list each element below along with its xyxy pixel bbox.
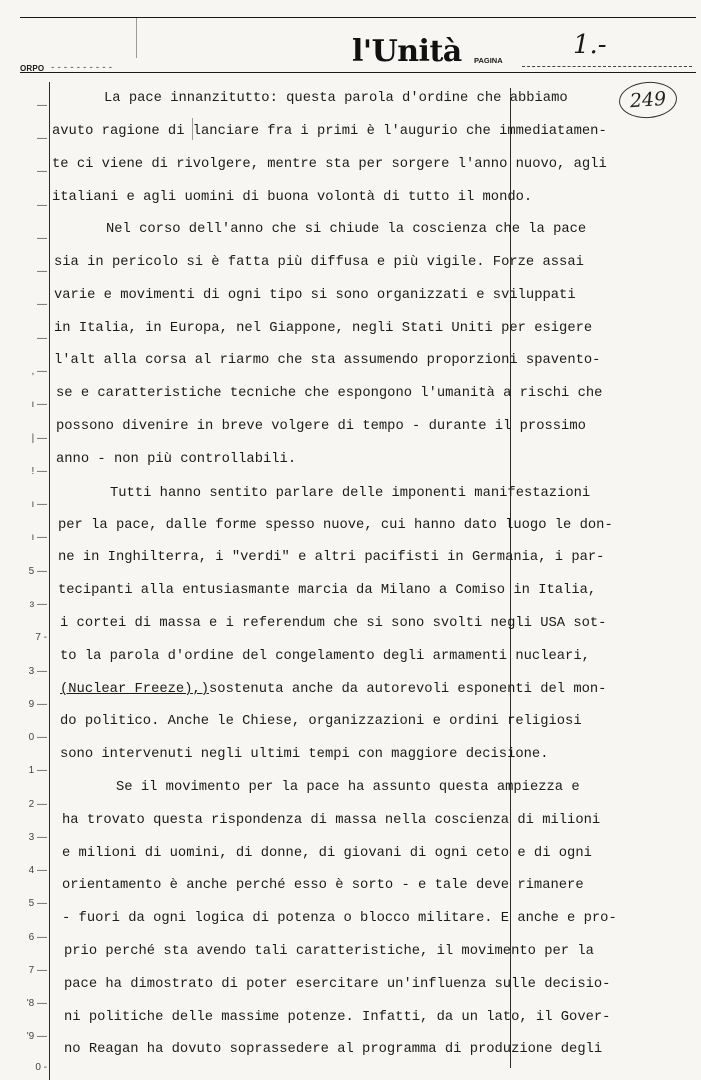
text-line: sono intervenuti negli ultimi tempi con maggiore decisione. [60, 747, 549, 762]
text-line: do politico. Anche le Chiese, organizzazioni e ordini religiosi [60, 714, 582, 729]
text-line: varie e movimenti di ogni tipo si sono organizzati e sviluppati [54, 288, 576, 303]
margin-tick: '8 — [26, 998, 47, 1009]
corpo-label: ORPO [20, 64, 45, 73]
margin-tick: '9 — [26, 1031, 47, 1042]
margin-tick: 0 — [28, 732, 47, 743]
margin-tick: — [37, 233, 47, 244]
margin-tick: — [37, 200, 47, 211]
margin-tick: — [37, 100, 47, 111]
text-line: pace ha dimostrato di poter esercitare un'influenza sulle decisio- [64, 977, 611, 992]
margin-tick: 0 - [35, 1062, 47, 1073]
left-margin-rule [49, 82, 50, 1080]
text-line: e milioni di uomini, di donne, di giovani di ogni ceto e di ogni [62, 846, 592, 861]
pagina-dotted-line [522, 54, 692, 67]
margin-tick: , — [31, 366, 47, 377]
text-line: per la pace, dalle forme spesso nuove, cui hanno dato luogo le don- [58, 518, 613, 533]
margin-tick: ı — [31, 499, 47, 510]
text-line: prio perché sta avendo tali caratteristiche, il movimento per la [64, 944, 594, 959]
text-line: Se il movimento per la pace ha assunto questa ampiezza e [116, 780, 580, 795]
newspaper-masthead: l'Unità [352, 34, 462, 69]
text-line: Nel corso dell'anno che si chiude la coscienza che la pace [106, 222, 587, 237]
text-line [60, 682, 606, 697]
text-line: italiani e agli uomini di buona volontà di tutto il mondo. [52, 190, 533, 205]
margin-tick: 3 — [28, 666, 47, 677]
text-line: te ci viene di rivolgere, mentre sta per sorgere l'anno nuovo, agli [52, 157, 607, 172]
text-line: anno - non più controllabili. [56, 452, 297, 467]
margin-tick: — [37, 299, 47, 310]
margin-tick: 5 — [28, 566, 47, 577]
margin-tick: ɜ — [29, 599, 47, 610]
margin-tick: ı — [31, 399, 47, 410]
text-line: to la parola d'ordine del congelamento degli armamenti nucleari, [60, 649, 590, 664]
margin-tick: — [37, 266, 47, 277]
margin-tick: 2 — [28, 799, 47, 810]
margin-tick: 6 — [28, 932, 47, 943]
text-line: no Reagan ha dovuto soprassedere al programma di produzione degli [64, 1042, 603, 1057]
handwritten-page-number: 1.- [573, 30, 607, 60]
text-line: Tutti hanno sentito parlare delle imponenti manifestazioni [110, 486, 591, 501]
margin-tick: — [37, 166, 47, 177]
pencil-stroke [136, 18, 137, 58]
margin-tick: — [37, 333, 47, 344]
text-line: avuto ragione di lanciare fra i primi è l'augurio che immediatamen- [52, 124, 607, 139]
text-line: tecipanti alla entusiasmante marcia da Milano a Comiso in Italia, [58, 583, 597, 598]
text-line: in Italia, in Europa, nel Giappone, negli Stati Uniti per esigere [54, 321, 593, 336]
text-line: La pace innanzitutto: questa parola d'ordine che abbiamo [104, 91, 568, 106]
margin-tick: 4 — [28, 865, 47, 876]
text-line-rest: sostenuta anche da autorevoli esponenti del mon- [209, 682, 607, 697]
text-line: possono divenire in breve volgere di tempo - durante il prossimo [56, 419, 586, 434]
margin-tick: 3 — [28, 832, 47, 843]
margin-tick: 5 — [28, 898, 47, 909]
text-line: sia in pericolo si è fatta più diffusa e più vigile. Forze assai [54, 255, 584, 270]
text-line: - fuori da ogni logica di potenza o blocco militare. E anche e pro- [62, 911, 617, 926]
text-line: i cortei di massa e i referendum che si sono svolti negli USA sot- [60, 616, 607, 631]
margin-tick: 9 — [28, 699, 47, 710]
nuclear-freeze-underlined: (Nuclear Freeze),) [60, 682, 210, 697]
margin-tick: 7 — [28, 965, 47, 976]
top-rule [20, 17, 696, 18]
pagina-label: PAGINA [474, 56, 503, 65]
margin-tick: ı — [31, 532, 47, 543]
margin-tick: | — [31, 433, 47, 444]
archive-number-stamp: 249 [618, 80, 678, 120]
text-line: ne in Inghilterra, i "verdi" e altri pacifisti in Germania, i par- [58, 550, 605, 565]
text-line: orientamento è anche perché esso è sorto - e tale deve rimanere [62, 878, 584, 893]
text-line: ha trovato questa rispondenza di massa nella coscienza di milioni [62, 813, 601, 828]
corpo-dots: ---------- [50, 63, 115, 73]
text-line: se e caratteristiche tecniche che espongono l'umanità a rischi che [56, 386, 603, 401]
margin-tick: — [37, 133, 47, 144]
text-line: l'alt alla corsa al riarmo che sta assumendo proporzioni spavento- [54, 353, 601, 368]
margin-tick: 1 — [28, 765, 47, 776]
text-line: ni politiche delle massime potenze. Infatti, da un lato, il Gover- [64, 1010, 611, 1025]
margin-tick: 7 - [35, 632, 47, 643]
header-rule [20, 72, 696, 73]
margin-tick: ! — [31, 466, 47, 477]
